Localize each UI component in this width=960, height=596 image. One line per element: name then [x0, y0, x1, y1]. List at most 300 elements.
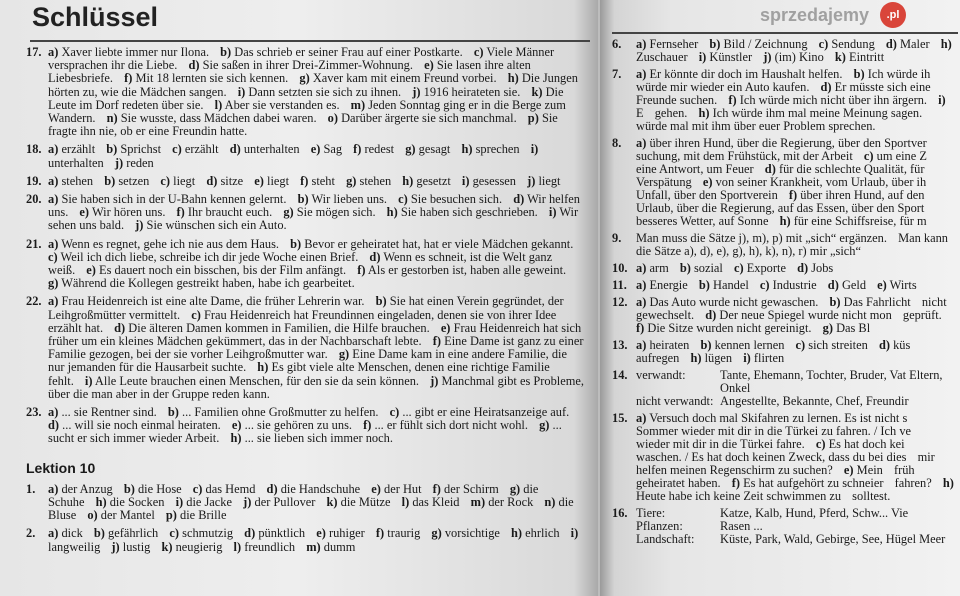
answer-part	[390, 405, 570, 419]
answer-label: b)	[679, 261, 691, 275]
answer-text: erzählt	[184, 142, 219, 157]
answer-text: Manchmal gibt es Probleme, über die man aber in der Gruppe reden kann.	[48, 373, 584, 401]
answer-text: Unfall, über den Sportverein	[636, 188, 778, 202]
answer-text: die Brille	[180, 508, 227, 523]
answer-text: Ich würde ih	[867, 67, 931, 81]
answer-text: liegt	[267, 173, 290, 188]
header-rule	[612, 32, 958, 34]
answer-text: gesessen	[472, 173, 516, 188]
lesson-answer-list	[26, 483, 584, 554]
answer-part	[96, 495, 165, 509]
answer-part	[511, 526, 560, 540]
answer-text: Sie lasen ihre alten Liebesbriefe.	[48, 58, 531, 86]
answer-part	[823, 321, 871, 335]
answer-label: j)	[412, 84, 421, 99]
answer-label: l)	[214, 97, 223, 112]
answer-part	[306, 540, 355, 554]
answer-label: f)	[731, 476, 740, 490]
answer-text: Frau Heidenreich hat sich früher um ein kleines Mädchen gekümmert, das in der Nachbarschaft lebte.	[48, 320, 582, 349]
answer-text: Sie wünschen sich ein Auto.	[146, 218, 287, 233]
answer-label: i)	[530, 142, 539, 157]
answer-text: Das Fahrlicht	[843, 295, 911, 309]
answer-text: Sie wusste, dass Mädchen dabei waren.	[120, 111, 317, 126]
answer-label: a)	[48, 173, 59, 188]
answer-part	[230, 142, 300, 156]
answer-item	[26, 238, 584, 291]
answer-part	[94, 526, 158, 540]
answer-text: Sag	[323, 142, 343, 157]
item-number: 6.	[612, 37, 622, 51]
answer-part	[48, 142, 95, 156]
item-number: 17.	[26, 45, 42, 59]
category-label: verwandt:	[636, 368, 686, 382]
answer-label: b)	[220, 45, 232, 59]
answer-text: Als er gestorben ist, haben alle geweint.	[367, 263, 567, 278]
answer-label: h)	[511, 526, 523, 541]
answer-label: e)	[877, 278, 887, 292]
answer-label: j)	[430, 373, 439, 388]
answer-text: ... sie lieben sich immer noch.	[244, 431, 393, 446]
answer-text: dumm	[323, 539, 356, 554]
answer-text: Urlaub, über die Regierung, auf das Essen, über den Sport	[636, 201, 925, 215]
answer-label: i)	[743, 351, 751, 365]
item-number: 19.	[26, 173, 42, 188]
answer-text: mir helfen meinen Regenschirm zu suchen?	[636, 450, 935, 477]
answer-part	[879, 338, 910, 352]
answer-label: a)	[636, 261, 647, 275]
category-row	[636, 369, 954, 395]
answer-text: gesagt	[418, 142, 451, 157]
answer-label: g)	[539, 418, 550, 433]
answer-text: Jobs	[811, 261, 834, 275]
answer-text: dick	[61, 526, 83, 541]
answer-part	[48, 418, 221, 432]
item-number: 9.	[612, 231, 622, 245]
answer-part	[79, 205, 165, 219]
answer-text: Das Auto wurde nicht gewaschen.	[649, 295, 819, 309]
answer-label: c)	[759, 278, 770, 292]
answer-part	[636, 119, 875, 133]
answer-part	[789, 188, 925, 202]
answer-label: j)	[243, 494, 252, 509]
answer-part	[176, 495, 232, 509]
answer-text: suchung, mit dem Frühstück, mit der Arbeit	[636, 149, 853, 163]
answer-label: g)	[346, 173, 357, 188]
answer-part	[728, 93, 927, 107]
answer-text: Xaver liebte immer nur Ilona.	[61, 45, 210, 59]
answer-part	[254, 174, 289, 188]
answer-item	[26, 46, 584, 138]
answer-text: Aber sie verstanden es.	[224, 97, 340, 112]
answer-text: Xaver kam mit einem Freund vorbei.	[312, 71, 497, 86]
answer-part	[852, 489, 890, 503]
answer-text: Alle Leute brauchen einen Menschen, für den sie da sein können.	[94, 373, 420, 388]
answer-label: a)	[636, 67, 647, 81]
answer-label: a)	[48, 192, 59, 207]
answer-item	[612, 137, 954, 228]
answer-text: kennen lernen	[714, 338, 785, 352]
answer-label: c)	[398, 192, 408, 207]
answer-text: Viele Männer versprachen ihr die Liebe.	[48, 45, 555, 73]
answer-text: für die schlechte Qualität, für	[778, 162, 925, 176]
answer-text: der Schirm	[444, 481, 499, 496]
answer-text: Wir lieben uns.	[311, 192, 388, 207]
answer-text: die Hose	[137, 481, 182, 496]
answer-text: Maler	[900, 37, 930, 51]
answer-label: a)	[636, 338, 647, 352]
answer-part	[86, 263, 346, 277]
item-number: 10.	[612, 261, 628, 275]
answer-label: d)	[188, 58, 200, 73]
answer-text: Sommer wieder mit dir in die Türkei zu fahren. / Ich ve	[636, 424, 912, 438]
answer-text: der Hut	[384, 481, 422, 496]
title-rule	[30, 40, 590, 42]
answer-text: die Schuhe	[48, 481, 539, 509]
item-number: 12.	[612, 295, 628, 309]
answer-label: d)	[114, 320, 126, 335]
answer-label: i)	[461, 173, 470, 188]
answer-part	[462, 174, 516, 188]
answer-label: j)	[527, 173, 536, 188]
answer-label: c)	[169, 526, 180, 541]
answer-part	[387, 205, 538, 219]
answer-label: b)	[104, 173, 116, 188]
answer-text: Frau Heidenreich ist eine alte Dame, die früher Lehrerin war.	[61, 294, 365, 309]
answer-part	[877, 278, 917, 292]
answer-part	[353, 142, 394, 156]
answer-label: i)	[548, 205, 557, 220]
answer-label: n)	[544, 494, 556, 509]
category-label: nicht verwandt:	[636, 394, 714, 408]
answer-text: flirten	[753, 351, 785, 365]
answer-part	[283, 205, 375, 219]
answer-text: ... sie gehören zu uns.	[244, 418, 352, 433]
answer-part	[796, 338, 868, 352]
answer-part	[114, 321, 430, 335]
answer-text: traurig	[387, 526, 421, 541]
answer-part	[160, 174, 195, 188]
answer-label: d)	[206, 173, 218, 188]
answer-label: f)	[788, 188, 798, 202]
answer-part	[854, 67, 931, 81]
answer-label: g)	[48, 276, 59, 291]
answer-label: a)	[48, 45, 59, 59]
answer-item	[612, 262, 954, 275]
answer-text: stehen	[61, 173, 94, 188]
answer-text: Wir sehen uns bald.	[48, 205, 579, 233]
answer-text: Das schrieb er seiner Frau auf einer Postkarte.	[234, 45, 463, 59]
answer-label: d)	[244, 526, 256, 541]
answer-label: b)	[123, 481, 135, 496]
answer-label: d)	[764, 162, 776, 176]
answer-part	[636, 136, 927, 150]
answer-label: k)	[531, 84, 543, 99]
answer-item	[26, 175, 584, 188]
answer-item	[612, 38, 954, 64]
answer-label: a)	[636, 37, 647, 51]
answer-part	[48, 276, 355, 290]
answer-text: vorsichtige	[444, 526, 500, 541]
answer-label: d)	[513, 192, 525, 207]
answer-label: i)	[698, 50, 707, 64]
answer-part	[636, 261, 669, 275]
answer-label: h)	[386, 205, 398, 220]
answer-text: Freunde suchen.	[636, 93, 718, 107]
answer-part	[412, 85, 520, 99]
answer-text: sprechen	[475, 142, 520, 157]
answer-item	[612, 296, 954, 335]
answer-item	[26, 527, 584, 553]
answer-part	[328, 111, 517, 125]
answer-label: k)	[326, 494, 338, 509]
answer-label: a)	[48, 405, 59, 420]
answer-label: b)	[93, 526, 105, 541]
answer-text: stehen	[359, 173, 392, 188]
answer-part	[169, 526, 233, 540]
item-number: 20.	[26, 192, 42, 207]
answer-label: h)	[95, 494, 107, 509]
answer-text: Das Bl	[836, 321, 871, 335]
answer-part	[797, 261, 833, 275]
answer-text: E	[636, 106, 644, 120]
answer-label: e)	[254, 173, 264, 188]
category-row	[636, 395, 954, 408]
answer-part	[238, 85, 401, 99]
answer-part	[107, 111, 317, 125]
answer-label: h)	[507, 71, 519, 86]
answer-label: l)	[401, 494, 410, 509]
answer-label: c)	[48, 249, 58, 264]
answer-text: Eine Dame ist ganz zu einer Familie gezogen, bei der sie vorher Leihgroßmutter war.	[48, 334, 584, 362]
answer-part	[376, 526, 420, 540]
answer-part	[700, 338, 784, 352]
item-number: 11.	[612, 278, 627, 292]
item-number: 1.	[26, 481, 36, 496]
answer-label: b)	[290, 236, 302, 251]
answer-text: Die Sitze wurden nicht gereinigt.	[647, 321, 812, 335]
answer-label: i)	[938, 93, 946, 107]
answer-part	[844, 463, 883, 477]
answer-text: Der neue Spiegel wurde nicht mon	[719, 308, 892, 322]
answer-text: Es dauert noch ein bisschen, bis der Film anfängt.	[99, 263, 347, 278]
answer-label: e)	[231, 418, 242, 433]
answer-label: o)	[327, 111, 338, 126]
answer-label: f)	[357, 263, 366, 278]
answer-part	[48, 405, 157, 419]
answer-part	[48, 250, 358, 264]
answer-part	[636, 214, 768, 228]
answer-part	[636, 80, 809, 94]
answer-part	[636, 411, 907, 425]
answer-part	[760, 278, 817, 292]
answer-label: e)	[843, 463, 854, 477]
answer-text: das Hemd	[205, 481, 256, 496]
answer-text: Weil ich dich liebe, schreibe ich dir jede Woche einen Brief.	[60, 249, 359, 264]
answer-part	[290, 237, 573, 251]
answer-label: m)	[470, 494, 486, 509]
answer-label: e)	[316, 526, 326, 541]
answer-text: reden	[126, 155, 154, 170]
answer-label: c)	[815, 437, 826, 451]
answer-part	[371, 482, 421, 496]
answer-part	[636, 231, 887, 245]
answer-part	[267, 482, 361, 496]
answer-text: Wir helfen uns.	[48, 192, 580, 220]
answer-part	[864, 149, 927, 163]
answer-label: c)	[389, 405, 400, 420]
answer-text: freundlich	[244, 539, 296, 554]
answer-text: gefährlich	[108, 526, 159, 541]
answer-label: d)	[878, 338, 890, 352]
answer-label: a)	[48, 481, 59, 496]
answer-part	[830, 295, 911, 309]
answer-part	[903, 308, 942, 322]
answer-part	[244, 526, 305, 540]
answer-label: d)	[369, 249, 381, 264]
answer-label: b)	[297, 192, 309, 207]
answer-text: die Bluse	[48, 494, 574, 523]
answer-part	[402, 174, 451, 188]
answer-label: c)	[192, 481, 203, 496]
answer-text: ... gibt er eine Heiratsanzeige auf.	[402, 405, 570, 420]
answer-text: ... sucht er sich immer wieder Arbeit.	[48, 418, 562, 446]
answer-label: e)	[702, 175, 713, 189]
answer-label: a)	[48, 294, 59, 309]
answer-label: d)	[885, 37, 897, 51]
answer-label: b)	[853, 67, 865, 81]
watermark-badge: .pl	[880, 2, 906, 28]
answer-part	[835, 50, 884, 64]
answer-text: Sendung	[831, 37, 875, 51]
answer-label: f)	[728, 93, 737, 107]
answer-label: g)	[822, 321, 833, 335]
answer-item	[612, 232, 954, 258]
answer-text: Er müsste sich eine	[834, 80, 931, 94]
answer-part	[220, 45, 463, 59]
answer-label: m)	[306, 539, 321, 554]
answer-part	[821, 80, 931, 94]
answer-part	[690, 351, 732, 365]
answer-text: lügen	[704, 351, 733, 365]
answer-item	[612, 339, 954, 365]
answer-part	[636, 424, 911, 438]
category-row	[636, 533, 954, 546]
answer-item	[612, 507, 954, 546]
answer-part	[206, 174, 243, 188]
answer-text: ... will sie noch einmal heiraten.	[62, 418, 221, 433]
answer-part	[636, 338, 689, 352]
item-number: 2.	[26, 526, 36, 541]
answer-label: o)	[87, 508, 98, 523]
answer-part	[232, 418, 352, 432]
answer-text: Wirts	[889, 278, 917, 292]
page-title: Schlüssel	[32, 2, 159, 32]
answer-item	[612, 412, 954, 503]
answer-text: Wenn es regnet, gehe ich nie aus dem Haus.	[61, 236, 280, 251]
answer-text: um eine Z	[876, 149, 927, 163]
answer-part	[111, 540, 150, 554]
item-number: 16.	[612, 506, 628, 520]
answer-label: e)	[79, 205, 90, 220]
answer-text: Sprichst	[120, 142, 162, 157]
item-number: 8.	[612, 136, 622, 150]
answer-part	[705, 308, 892, 322]
answer-label: j)	[763, 50, 772, 64]
item-number: 7.	[612, 67, 622, 81]
answer-label: c)	[863, 149, 874, 163]
answer-part	[311, 142, 342, 156]
answer-text: Zuschauer	[636, 50, 688, 64]
item-number: 22.	[26, 294, 42, 309]
answer-item	[26, 483, 584, 523]
answer-part	[104, 174, 149, 188]
answer-label: h)	[402, 173, 414, 188]
answer-part	[636, 37, 698, 51]
answer-label: j)	[111, 539, 120, 554]
answer-label: p)	[165, 508, 177, 523]
answer-part	[166, 508, 227, 522]
answer-text: über ihren Hund, über die Regierung, über den Sportver	[649, 136, 927, 150]
answer-part	[734, 261, 786, 275]
answer-part	[48, 45, 209, 59]
answer-text: Dann setzten sie sich zu ihnen.	[248, 84, 402, 99]
answer-part	[357, 263, 566, 277]
answer-label: f)	[176, 205, 185, 220]
answer-label: e)	[424, 58, 434, 73]
answer-label: g)	[338, 347, 350, 362]
answer-part	[680, 261, 723, 275]
answer-text: würde mir wieder ein Auto kaufen.	[636, 80, 810, 94]
answer-part	[327, 495, 391, 509]
answer-text: gehen.	[654, 106, 688, 120]
answer-label: b)	[167, 405, 179, 420]
answer-text: sozial	[693, 261, 723, 275]
item-number: 21.	[26, 236, 42, 251]
answer-label: d)	[827, 278, 839, 292]
answer-text: Jeden Sonntag ging er in die Berge zum Wandern.	[48, 97, 566, 126]
answer-part	[106, 142, 161, 156]
answer-part	[161, 540, 222, 554]
answer-label: c)	[733, 261, 744, 275]
answer-part	[743, 351, 784, 365]
answer-text: Es hat doch kei	[828, 437, 905, 451]
answer-part	[461, 142, 519, 156]
answer-text: Eine Dame kam in eine andere Familie, die nur jemanden für die Hausarbeit suchte.	[48, 347, 567, 375]
answer-text: Geld	[841, 278, 867, 292]
answer-text: wieder mit dir in die Türkei fahre.	[636, 437, 805, 451]
answer-part	[636, 149, 853, 163]
answer-label: b)	[698, 278, 710, 292]
answer-label: d)	[229, 142, 241, 157]
answer-label: g)	[283, 205, 294, 220]
answer-list-left	[26, 46, 584, 446]
answer-label: c)	[160, 173, 171, 188]
answer-label: i)	[84, 373, 93, 388]
answer-label: j)	[114, 155, 124, 170]
category-label: Landschaft:	[636, 532, 695, 546]
answer-text: Industrie	[772, 278, 817, 292]
answer-text: Die Jungen hörten zu, wie die Mädchen sangen.	[48, 71, 578, 99]
answer-item	[612, 68, 954, 133]
answer-label: c)	[795, 338, 806, 352]
answer-part	[299, 71, 496, 85]
answer-label: i)	[237, 84, 246, 99]
answer-part	[636, 188, 778, 202]
answer-label: e)	[371, 481, 381, 496]
answer-text: Wenn es schneit, ist die Welt ganz weiß.	[48, 249, 553, 278]
answer-label: f)	[432, 481, 441, 496]
answer-text: redest	[364, 142, 395, 157]
